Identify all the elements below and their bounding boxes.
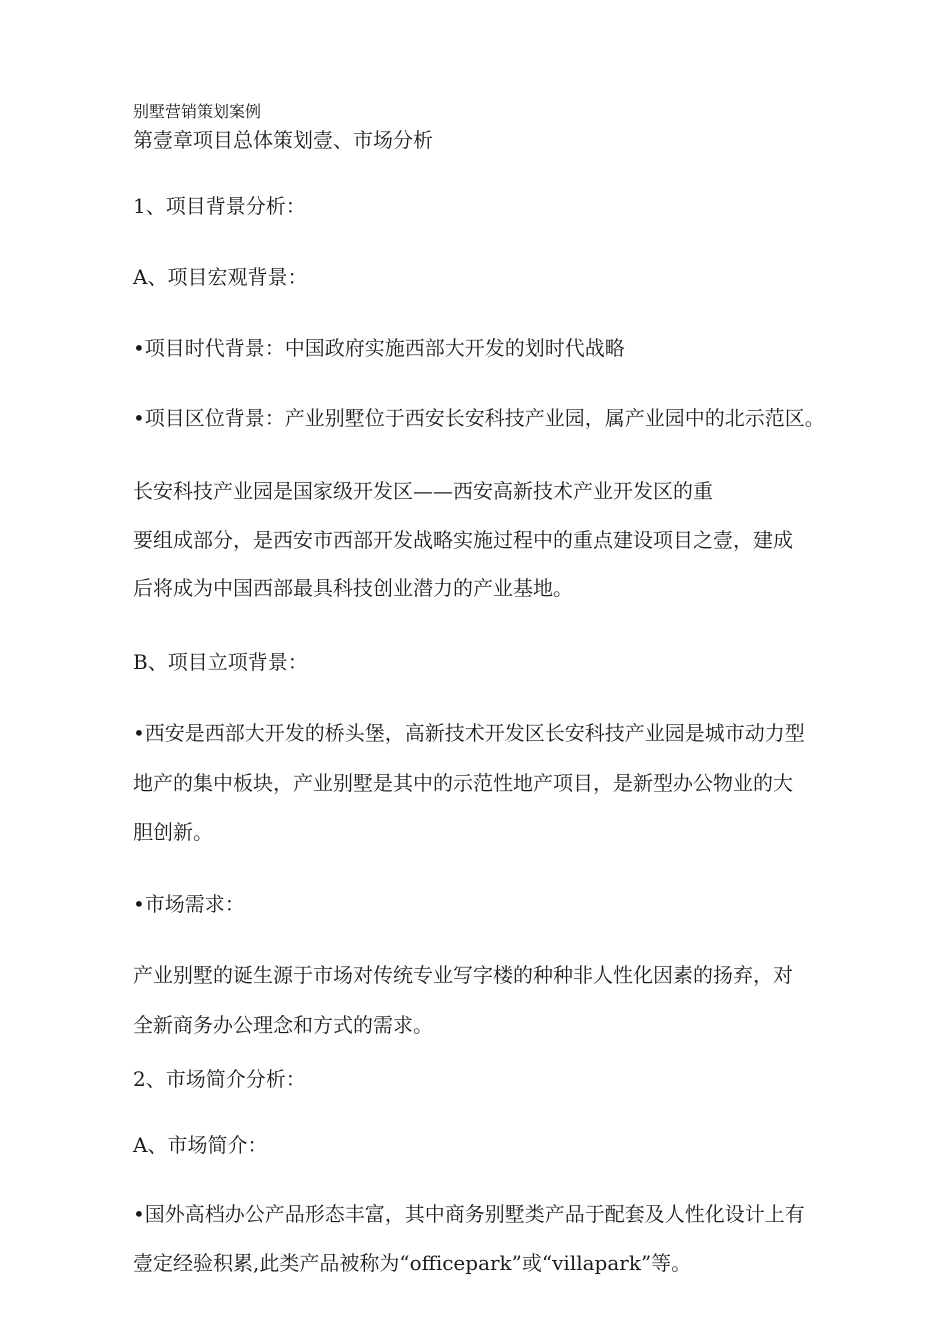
document-title: 别墅营销策划案例 xyxy=(133,102,262,121)
paragraph-line: 胆创新。 xyxy=(133,820,213,844)
subsection-heading: A、市场简介： xyxy=(133,1133,268,1157)
paragraph-line: 全新商务办公理念和方式的需求。 xyxy=(133,1013,433,1037)
bullet-item: •国外高档办公产品形态丰富，其中商务别墅类产品于配套及人性化设计上有 xyxy=(133,1202,805,1226)
bullet-item: •西安是西部大开发的桥头堡，高新技术开发区长安科技产业园是城市动力型 xyxy=(133,721,805,745)
chapter-title: 第壹章项目总体策划壹、市场分析 xyxy=(133,128,433,152)
bullet-item: •项目区位背景：产业别墅位于西安长安科技产业园，属产业园中的北示范区。 xyxy=(133,406,825,430)
paragraph-line: 产业别墅的诞生源于市场对传统专业写字楼的种种非人性化因素的扬弃，对 xyxy=(133,963,793,987)
section-heading: 2、市场简介分析： xyxy=(133,1067,306,1091)
section-heading: 1、项目背景分析： xyxy=(133,194,306,218)
subsection-heading: B、项目立项背景： xyxy=(133,650,308,674)
paragraph-line: 后将成为中国西部最具科技创业潜力的产业基地。 xyxy=(133,576,573,600)
subsection-heading: A、项目宏观背景： xyxy=(133,265,308,289)
paragraph-line: 壹定经验积累,此类产品被称为“officepark”或“villapark”等。 xyxy=(133,1251,692,1275)
bullet-item: •市场需求： xyxy=(133,892,245,916)
bullet-item: •项目时代背景：中国政府实施西部大开发的划时代战略 xyxy=(133,336,625,360)
paragraph-line: 要组成部分，是西安市西部开发战略实施过程中的重点建设项目之壹，建成 xyxy=(133,528,793,552)
paragraph-line: 长安科技产业园是国家级开发区——西安高新技术产业开发区的重 xyxy=(133,479,713,503)
paragraph-line: 地产的集中板块，产业别墅是其中的示范性地产项目，是新型办公物业的大 xyxy=(133,771,793,795)
